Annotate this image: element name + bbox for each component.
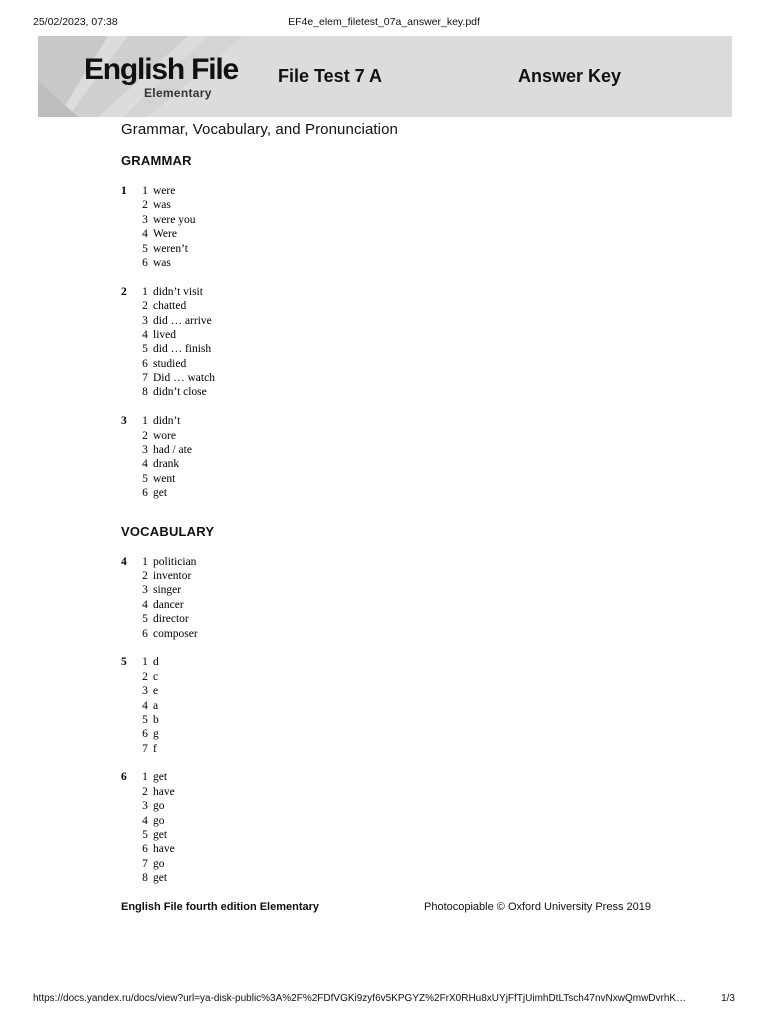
answer-item: [137, 583, 198, 597]
item-answer: did … finish: [153, 343, 212, 356]
answer-item: [137, 443, 192, 457]
item-answer: have: [153, 785, 175, 798]
item-answer: dancer: [153, 598, 184, 611]
page-indicator: 1/3: [721, 993, 735, 1004]
answer-item: [137, 486, 192, 500]
print-filename: EF4e_elem_filetest_07a_answer_key.pdf: [288, 16, 480, 28]
item-answer: didn’t visit: [153, 285, 203, 298]
exercise-block: [121, 414, 681, 500]
item-answer: weren’t: [153, 242, 188, 255]
item-number: 3: [142, 584, 148, 597]
item-number: 1: [142, 656, 148, 669]
answer-item: [137, 414, 192, 428]
answer-item: [137, 357, 215, 371]
item-answer: lived: [153, 328, 176, 341]
answer-item: [137, 569, 198, 583]
item-answer: go: [153, 857, 165, 870]
item-number: 1: [142, 415, 148, 428]
title-banner: [38, 36, 732, 117]
item-answer: was: [153, 199, 171, 212]
brand-subtitle: Elementary: [144, 86, 212, 100]
exercise-number: 1: [121, 185, 127, 197]
item-number: 3: [142, 444, 148, 457]
item-number: 3: [142, 685, 148, 698]
answer-item: [137, 799, 175, 813]
answer-item: [137, 727, 159, 741]
grammar-heading: GRAMMAR: [121, 153, 192, 168]
answer-item: [137, 242, 195, 256]
item-number: 6: [142, 627, 148, 640]
item-answer: d: [153, 656, 159, 669]
item-number: 3: [142, 800, 148, 813]
item-number: 2: [142, 429, 148, 442]
answer-item: [137, 770, 175, 784]
item-answer: chatted: [153, 300, 187, 313]
item-number: 4: [142, 328, 148, 341]
item-number: 7: [142, 742, 148, 755]
item-number: 5: [142, 472, 148, 485]
exercise-number: 2: [121, 285, 127, 298]
item-number: 2: [142, 670, 148, 683]
item-answer: a: [153, 699, 159, 712]
item-number: 2: [142, 199, 148, 212]
answer-item: [137, 627, 198, 641]
item-answer: go: [153, 800, 165, 813]
item-answer: were you: [153, 213, 196, 226]
answer-item: [137, 285, 215, 299]
answer-item: [137, 684, 159, 698]
item-answer: studied: [153, 357, 187, 370]
item-number: 1: [142, 555, 148, 568]
item-answer: b: [153, 713, 159, 726]
item-number: 4: [142, 699, 148, 712]
item-answer: did … arrive: [153, 314, 212, 327]
item-number: 3: [142, 213, 148, 226]
answer-item: [137, 814, 175, 828]
exercise-block: [121, 555, 681, 641]
item-answer: drank: [153, 458, 180, 471]
answer-key-label: Answer Key: [518, 66, 622, 86]
test-title: File Test 7 A: [278, 66, 383, 86]
brand-title: English File: [84, 53, 238, 86]
answer-item: [137, 828, 175, 842]
answer-item: [137, 555, 198, 569]
item-answer: was: [153, 256, 171, 269]
item-number: 1: [142, 771, 148, 784]
answer-item: [137, 742, 159, 756]
item-answer: Did … watch: [153, 372, 215, 385]
answer-item: [137, 842, 175, 856]
answer-list: [137, 414, 192, 500]
item-number: 4: [142, 814, 148, 827]
edition-credit: English File fourth edition Elementary: [121, 901, 320, 913]
item-number: 5: [142, 343, 148, 356]
item-answer: director: [153, 613, 189, 626]
print-header: [33, 16, 735, 30]
answer-item: [137, 184, 195, 198]
item-answer: e: [153, 685, 159, 698]
item-number: 2: [142, 785, 148, 798]
item-answer: c: [153, 670, 159, 683]
main-heading: Grammar, Vocabulary, and Pronunciation: [121, 121, 399, 138]
item-answer: didn’t close: [153, 386, 207, 399]
answer-list: [137, 555, 198, 641]
answer-item: [137, 256, 195, 270]
print-datetime: 25/02/2023, 07:38: [33, 16, 118, 28]
item-number: 5: [142, 613, 148, 626]
answer-item: [137, 713, 159, 727]
answer-item: [137, 371, 215, 385]
item-answer: have: [153, 843, 175, 856]
answer-content: [121, 120, 681, 900]
answer-item: [137, 342, 215, 356]
answer-item: [137, 472, 192, 486]
answer-item: [137, 655, 159, 669]
item-answer: had / ate: [153, 444, 192, 457]
exercise-block: [121, 655, 681, 756]
item-number: 6: [142, 357, 148, 370]
item-number: 8: [142, 386, 148, 399]
item-answer: get: [153, 872, 168, 885]
item-answer: didn’t: [153, 415, 181, 428]
page-footer: [121, 901, 651, 917]
answer-list: [137, 285, 215, 400]
item-answer: went: [153, 472, 176, 485]
item-answer: politician: [153, 555, 197, 568]
copyright-notice: Photocopiable © Oxford University Press 2019: [424, 901, 651, 913]
answer-list: [137, 770, 175, 885]
vocabulary-heading: VOCABULARY: [121, 523, 215, 539]
source-url: https://docs.yandex.ru/docs/view?url=ya-disk-public%3A%2F%2FDfVGKi9zyf6v5KPGYZ%2FrX0RHu8xUYjFfTjUimhDtLTsch47nvNxwQmwDvrhK…: [33, 993, 687, 1004]
item-number: 8: [142, 872, 148, 885]
item-answer: get: [153, 487, 168, 500]
item-number: 7: [142, 372, 148, 385]
answer-list: [137, 184, 195, 270]
item-answer: singer: [153, 584, 182, 597]
answer-item: [137, 299, 215, 313]
answer-item: [137, 871, 175, 885]
vocabulary-exercises: [121, 555, 681, 886]
print-footer: [33, 993, 735, 1007]
answer-item: [137, 385, 215, 399]
item-number: 2: [142, 300, 148, 313]
answer-item: [137, 429, 192, 443]
answer-item: [137, 198, 195, 212]
item-number: 1: [142, 185, 148, 197]
exercise-number: 6: [121, 771, 127, 784]
item-answer: Were: [153, 228, 177, 241]
item-answer: f: [153, 742, 157, 755]
item-number: 4: [142, 598, 148, 611]
item-number: 5: [142, 242, 148, 255]
answer-item: [137, 670, 159, 684]
answer-item: [137, 857, 175, 871]
item-answer: g: [153, 728, 159, 741]
item-answer: go: [153, 814, 165, 827]
answer-item: [137, 598, 198, 612]
item-number: 1: [142, 285, 148, 298]
item-number: 6: [142, 256, 148, 269]
item-number: 7: [142, 857, 148, 870]
exercise-block: [121, 285, 681, 400]
exercise-number: 3: [121, 415, 127, 428]
answer-item: [137, 699, 159, 713]
item-number: 3: [142, 314, 148, 327]
item-answer: inventor: [153, 569, 192, 582]
item-number: 4: [142, 458, 148, 471]
answer-item: [137, 328, 215, 342]
answer-item: [137, 457, 192, 471]
answer-item: [137, 785, 175, 799]
item-number: 6: [142, 728, 148, 741]
exercise-number: 5: [121, 656, 127, 669]
item-number: 6: [142, 487, 148, 500]
answer-item: [137, 213, 195, 227]
item-answer: wore: [153, 429, 176, 442]
item-number: 5: [142, 713, 148, 726]
item-answer: get: [153, 829, 168, 842]
item-answer: were: [153, 185, 176, 197]
item-number: 6: [142, 843, 148, 856]
item-number: 5: [142, 829, 148, 842]
answer-item: [137, 227, 195, 241]
answer-item: [137, 314, 215, 328]
exercise-block: [121, 184, 681, 270]
item-answer: composer: [153, 627, 198, 640]
exercise-number: 4: [121, 555, 127, 568]
grammar-exercises: [121, 184, 681, 501]
answer-list: [137, 655, 159, 756]
answer-item: [137, 612, 198, 626]
item-number: 4: [142, 228, 148, 241]
item-answer: get: [153, 771, 168, 784]
exercise-block: [121, 770, 681, 885]
brand-logo: [84, 53, 238, 100]
item-number: 2: [142, 569, 148, 582]
